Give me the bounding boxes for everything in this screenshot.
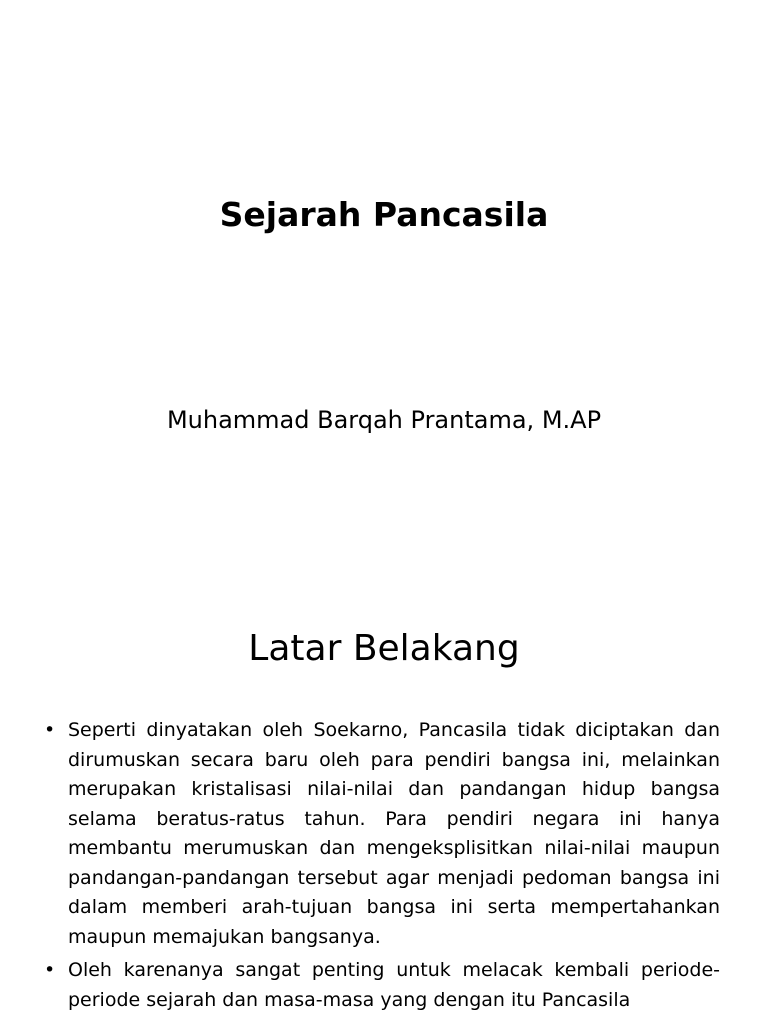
bullet-item [40, 716, 720, 952]
content-slide [0, 576, 768, 1024]
bullet-dot-icon: • [44, 719, 56, 741]
bullet-item [40, 956, 720, 1015]
bullet-text: Seperti dinyatakan oleh Soekarno, Pancasila tidak diciptakan dan dirumuskan secara baru oleh para pendiri bangsa ini, melainkan merupakan kristalisasi nilai-nilai dan pandangan hidup bangsa selama beratus-ratus tahun. Para pendiri negara ini hanya membantu merumuskan dan mengeksplisitkan nilai-nilai maupun pandangan-pandangan tersebut agar menjadi pedoman bangsa ini dalam memberi arah-tujuan bangsa ini serta mempertahankan maupun memajukan bangsanya. [68, 719, 720, 948]
slide-subtitle-author: Muhammad Barqah Prantama, M.AP [166, 406, 602, 434]
bullet-list [40, 716, 720, 1019]
bullet-dot-icon: • [44, 959, 56, 981]
slide-title: Sejarah Pancasila [219, 195, 549, 234]
bullet-text: Oleh karenanya sangat penting untuk melacak kembali periode-periode sejarah dan masa-masa yang dengan itu Pancasila [68, 959, 720, 1011]
slide-heading: Latar Belakang [248, 628, 520, 669]
